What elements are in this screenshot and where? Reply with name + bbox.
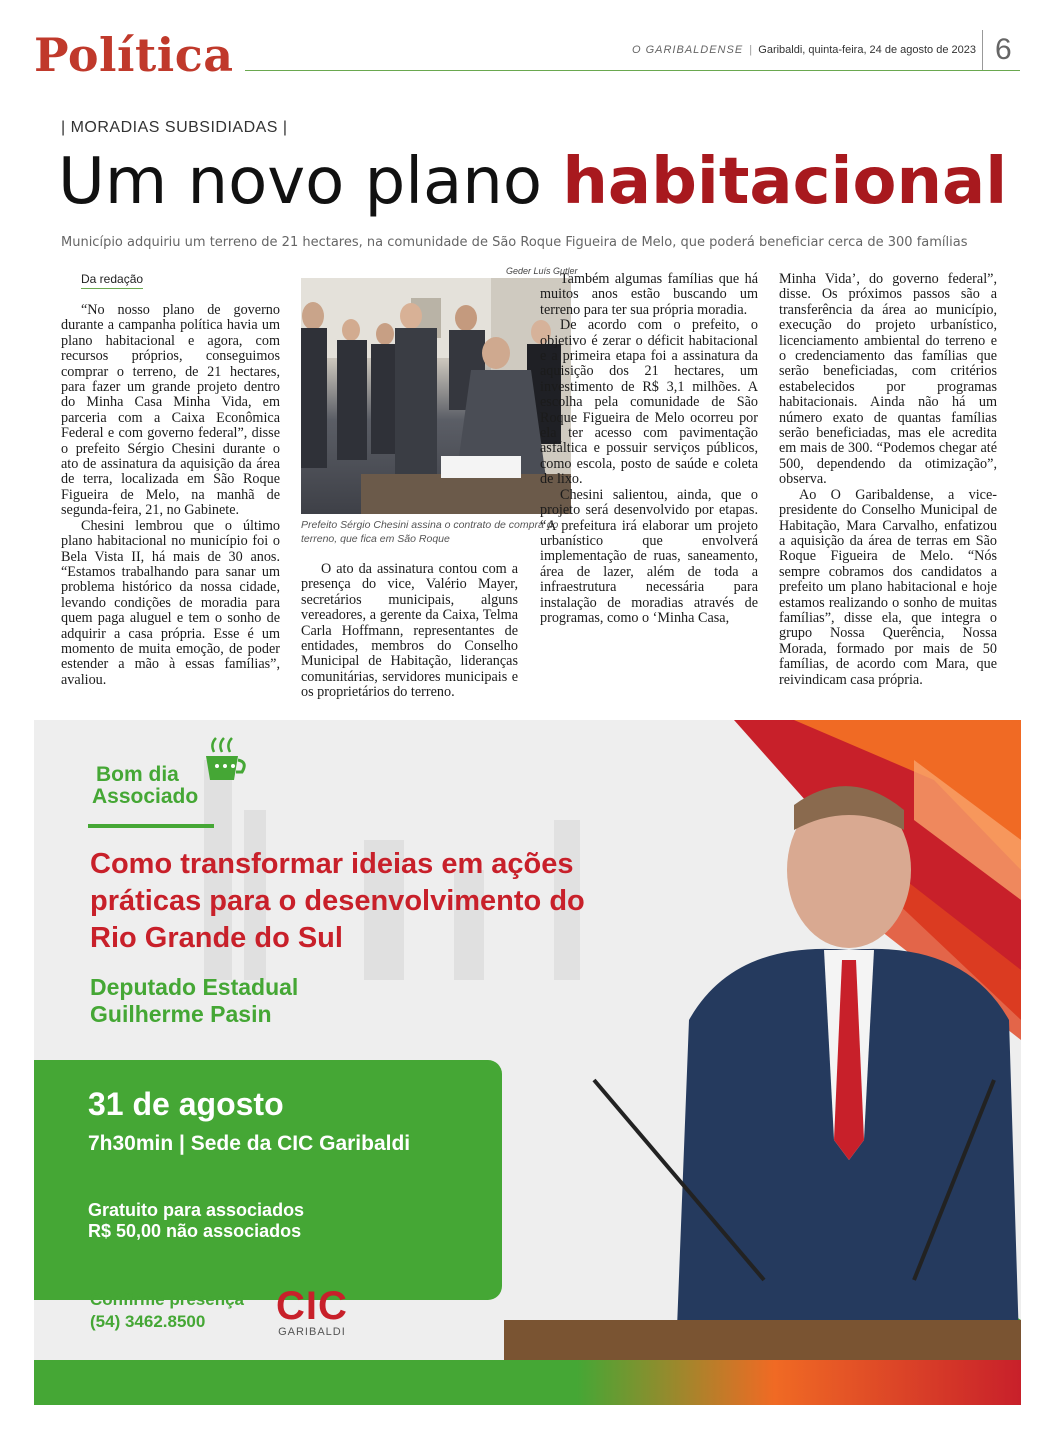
photo-caption: Prefeito Sérgio Chesini assina o contrato de compra do terreno, que fica em São Roque [301, 519, 559, 545]
badge-line1: Bom dia [96, 763, 179, 786]
dateline: Garibaldi, quinta-feira, 24 de agosto de 2023 [758, 44, 976, 56]
signing-ceremony-illustration [301, 278, 571, 514]
headline-plain: Um novo plano [58, 145, 563, 219]
ad-title-line: Rio Grande do Sul [90, 922, 343, 954]
header-dateline-area: O GARIBALDENSE | Garibaldi, quinta-feira, 24 de agosto de 2023 [631, 44, 976, 56]
paragraph: O ato da assinatura contou com a presença do vice, Valério Mayer, secretários municipais, alguns vereadores, a gerente da Caixa, Telma Carla Hoffmann, representantes de entidades, membros do Conselho Municipal de Habitação, lideranças comunitárias, servidores municipais e os proprietários do terreno. [301, 561, 518, 701]
paragraph: Ao O Garibaldense, a vice-presidente do Conselho Municipal de Habitação, Mara Carvalho, enfatizou a aquisição da área de terras em São Roque Figueira de Melo. “Nós sempre cobramos dos candidatos a prefeito um plano habitacional e hoje estamos realizando o sonho de muitas famílias”, disse ela, que integra o grupo Nossa Querência, Nossa Morada, formado por mais de 50 famílias, de acordo com Mara, que reivindicam casa própria. [779, 486, 997, 688]
paragraph: Minha Vida’, do governo federal”, disse. Os próximos passos são a transferência da área ao município, execução do projeto urbanístico, licenciamento ambiental do terreno e o credenciamento das famílias que serão beneficiadas, com critérios estabelecidos por programas habitacionais. Ainda não há um número exato de quantas famílias serão beneficiadas, mas ele acredita em mais de 300. “Podemos chegar até 500, dependendo da otimização”, observa. [779, 271, 997, 488]
article-column-2 [301, 562, 518, 701]
section-title: Política [34, 28, 234, 82]
logo-sub: GARIBALDI [278, 1326, 346, 1338]
event-info-panel [34, 1060, 502, 1300]
paragraph: Chesini lembrou que o último plano habitacional no município foi o Bela Vista II, há mais de 30 anos. “Estamos trabalhando para sanar um problema histórico da nossa cidade, levando condições de moradia para quem paga aluguel e tem o sonho de adquirir a casa própria. Esse é um momento de muita emoção, de poder estender a mão à essas famílias”, avaliou. [61, 517, 280, 688]
article-photo [301, 278, 571, 514]
publication-name: O GARIBALDENSE [631, 44, 744, 56]
cic-logo [276, 1286, 348, 1338]
byline: Da redação [81, 272, 143, 289]
event-date: 31 de agosto [88, 1086, 284, 1122]
badge-line2: Associado [92, 785, 199, 808]
ad-title-line: práticas para o desenvolvimento do [90, 885, 585, 917]
paragraph: Chesini salientou, ainda, que o projeto será desenvolvido por etapas. “A prefeitura irá elaborar um projeto urbanístico que envolverá implementação de ruas, saneamento, área de lazer, além de toda a infraestrutura necessária para instalação de moradias através de programas, como o ‘Minha Casa, [540, 486, 758, 626]
speaker-name: Guilherme Pasin [90, 1001, 272, 1027]
article-column-4 [779, 272, 997, 688]
paragraph: “No nosso plano de governo durante a campanha política havia um plano habitacional e agora, com recursos próprios, conseguimos comprar o terreno, de 21 hectares, para fazer um grande projeto dentro do Minha Casa Minha Vida, em parceria com a Caixa Econômica Federal e com governo federal”, disse o prefeito Sérgio Chesini durante o ato de assinatura da aquisição da área de terra, localizada em São Roque Figueira de Melo, na manhã de segunda-feira, 21, no Gabinete. [61, 302, 280, 519]
article-subhead: Município adquiriu um terreno de 21 hectares, na comunidade de São Roque Figueira de Melo, que poderá beneficiar cerca de 300 famílias [61, 235, 968, 250]
photo-credit: Geder Luís Gutler [506, 266, 578, 276]
ad-bottom-stripe [34, 1360, 1021, 1405]
paragraph: Também algumas famílias que há muitos anos estão buscando um terreno para ter sua própria moradia. [540, 271, 758, 318]
rsvp [90, 1289, 244, 1333]
speaker-role: Deputado Estadual [90, 974, 299, 1000]
price-members: Gratuito para associados [88, 1200, 305, 1220]
price-nonmembers: R$ 50,00 não associados [88, 1221, 302, 1241]
article-headline [58, 140, 1007, 224]
article-kicker: | MORADIAS SUBSIDIADAS | [61, 119, 288, 136]
ad-title [90, 846, 585, 957]
paragraph: De acordo com o prefeito, o objetivo é zerar o déficit habitacional e a primeira etapa foi a assinatura da aquisição dos 21 hectares, um investimento de R$ 3,1 milhões. A escolha pela comunidade de São Roque Figueira de Melo ocorreu por ela ter acesso com pavimentação asfáltica e possuir serviços públicos, como escola, posto de saúde e coleta de lixo. [540, 317, 758, 488]
bom-dia-badge [92, 764, 198, 808]
page-number: 6 [982, 30, 1012, 70]
event-pricing [88, 1200, 304, 1242]
coffee-cup-icon [198, 734, 250, 786]
header-rule [245, 70, 1020, 71]
ad-speaker [90, 974, 298, 1028]
ad-divider [88, 824, 214, 828]
logo-text: CIC [276, 1284, 348, 1328]
headline-accent: habitacional [562, 145, 1008, 219]
ad-title-line: Como transformar ideias em ações [90, 848, 574, 880]
event-time-place: 7h30min | Sede da CIC Garibaldi [88, 1132, 411, 1155]
rsvp-phone: (54) 3462.8500 [90, 1312, 206, 1331]
article-column-1 [61, 303, 280, 688]
article-column-3 [540, 272, 758, 626]
cic-event-advertisement [34, 720, 1021, 1405]
rsvp-label: Confirme presença [90, 1290, 244, 1309]
